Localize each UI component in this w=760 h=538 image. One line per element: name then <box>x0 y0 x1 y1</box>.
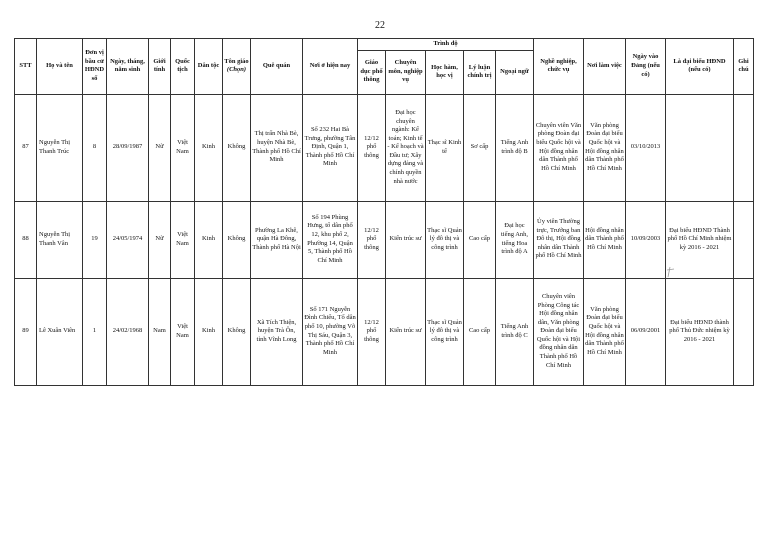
cell-religion: Không <box>223 278 251 385</box>
pen-mark <box>664 265 678 279</box>
col-council: Là đại biểu HĐND (nếu có) <box>666 39 734 95</box>
col-gender: Giới tính <box>149 39 171 95</box>
cell-degree: Thạc sĩ Quản lý đô thị và công trình <box>426 278 464 385</box>
cell-general-edu: 12/12 phổ thông <box>358 94 386 201</box>
cell-gender: Nữ <box>149 201 171 278</box>
col-name: Họ và tên <box>37 39 83 95</box>
cell-council <box>666 94 734 201</box>
cell-stt: 87 <box>15 94 37 201</box>
col-group-education: Trình độ <box>358 39 534 51</box>
cell-party-date: 03/10/2013 <box>626 94 666 201</box>
cell-religion: Không <box>223 94 251 201</box>
cell-specialty: Đại học chuyên ngành: Kế toán; Kinh tế - Kế hoạch và Đầu tư; Xây dựng đảng và chính quyền nhà nước <box>386 94 426 201</box>
cell-politics: Cao cấp <box>464 278 496 385</box>
cell-politics: Cao cấp <box>464 201 496 278</box>
cell-general-edu: 12/12 phổ thông <box>358 278 386 385</box>
cell-language: Tiếng Anh trình độ C <box>496 278 534 385</box>
cell-religion: Không <box>223 201 251 278</box>
col-language: Ngoại ngữ <box>496 50 534 94</box>
col-specialty: Chuyên môn, nghiệp vụ <box>386 50 426 94</box>
cell-nationality: Việt Nam <box>171 201 195 278</box>
cell-stt: 89 <box>15 278 37 385</box>
cell-language: Tiếng Anh trình độ B <box>496 94 534 201</box>
cell-name: Nguyễn Thị Thanh Trúc <box>37 94 83 201</box>
table-row <box>15 94 754 201</box>
col-ethnicity: Dân tộc <box>195 39 223 95</box>
col-religion-label: Tôn giáo <box>224 57 249 65</box>
cell-ethnicity: Kinh <box>195 201 223 278</box>
col-politics: Lý luận chính trị <box>464 50 496 94</box>
cell-specialty: Kiến trúc sư <box>386 201 426 278</box>
cell-hometown: Xã Tích Thiện, huyện Trà Ôn, tỉnh Vĩnh Long <box>251 278 303 385</box>
col-religion-sub: (Chọn) <box>226 66 247 74</box>
table-header <box>15 39 754 95</box>
cell-politics: Sơ cấp <box>464 94 496 201</box>
cell-hometown: Phường La Khê, quận Hà Đông, Thành phố Hà Nội <box>251 201 303 278</box>
cell-party-date: 10/09/2003 <box>626 201 666 278</box>
cell-dob: 24/02/1968 <box>107 278 149 385</box>
cell-general-edu: 12/12 phổ thông <box>358 201 386 278</box>
col-hometown: Quê quán <box>251 39 303 95</box>
cell-workplace: Hội đồng nhân dân Thành phố Hồ Chí Minh <box>584 201 626 278</box>
cell-degree: Thạc sĩ Kinh tế <box>426 94 464 201</box>
col-stt: STT <box>15 39 37 95</box>
col-religion <box>223 39 251 95</box>
candidate-table <box>14 38 754 386</box>
cell-gender: Nữ <box>149 94 171 201</box>
cell-ethnicity: Kinh <box>195 94 223 201</box>
cell-dob: 28/09/1987 <box>107 94 149 201</box>
cell-dob: 24/05/1974 <box>107 201 149 278</box>
cell-ethnicity: Kinh <box>195 278 223 385</box>
cell-note <box>734 201 754 278</box>
col-residence: Nơi ở hiện nay <box>303 39 358 95</box>
col-party-date: Ngày vào Đảng (nếu có) <box>626 39 666 95</box>
cell-occupation: Ủy viên Thường trực, Trưởng ban Đô thị, Hội đồng nhân dân Thành phố Hồ Chí Minh <box>534 201 584 278</box>
col-nationality: Quốc tịch <box>171 39 195 95</box>
cell-unit: 1 <box>83 278 107 385</box>
cell-residence: Số 171 Nguyễn Đình Chiểu, Tổ dân phố 10, phường Võ Thị Sáu, Quận 3, Thành phố Hồ Chí Minh <box>303 278 358 385</box>
col-dob: Ngày, tháng, năm sinh <box>107 39 149 95</box>
cell-hometown: Thị trấn Nhà Bè, huyện Nhà Bè, Thành phố Hồ Chí Minh <box>251 94 303 201</box>
col-workplace: Nơi làm việc <box>584 39 626 95</box>
cell-unit: 19 <box>83 201 107 278</box>
col-degree: Học hàm, học vị <box>426 50 464 94</box>
cell-name: Lê Xuân Viên <box>37 278 83 385</box>
cell-gender: Nam <box>149 278 171 385</box>
cell-workplace: Văn phòng Đoàn đại biểu Quốc hội và Hội đồng nhân dân Thành phố Hồ Chí Minh <box>584 94 626 201</box>
cell-note <box>734 94 754 201</box>
cell-party-date: 06/09/2001 <box>626 278 666 385</box>
cell-nationality: Việt Nam <box>171 94 195 201</box>
cell-council: Đại biểu HĐND Thành phố Hồ Chí Minh nhiệm kỳ 2016 - 2021 <box>666 201 734 278</box>
col-note: Ghi chú <box>734 39 754 95</box>
cell-residence: Số 194 Phùng Hưng, tổ dân phố 12, khu phố 2, Phường 14, Quận 5, Thành phố Hồ Chí Minh <box>303 201 358 278</box>
col-occupation: Nghề nghiệp, chức vụ <box>534 39 584 95</box>
table-row <box>15 201 754 278</box>
cell-workplace: Văn phòng Đoàn đại biểu Quốc hội và Hội đồng nhân dân Thành phố Hồ Chí Minh <box>584 278 626 385</box>
col-general-edu: Giáo dục phổ thông <box>358 50 386 94</box>
cell-unit: 8 <box>83 94 107 201</box>
cell-name: Nguyễn Thị Thanh Vân <box>37 201 83 278</box>
cell-degree: Thạc sĩ Quản lý đô thị và công trình <box>426 201 464 278</box>
cell-note <box>734 278 754 385</box>
cell-residence: Số 232 Hai Bà Trưng, phường Tân Định, Quận 1, Thành phố Hồ Chí Minh <box>303 94 358 201</box>
col-unit: Đơn vị bầu cử HĐND số <box>83 39 107 95</box>
cell-occupation: Chuyên viên Phòng Công tác Hội đồng nhân dân, Văn phòng Đoàn đại biểu Quốc hội và Hội đồng nhân dân Thành phố Hồ Chí Minh <box>534 278 584 385</box>
cell-specialty: Kiến trúc sư <box>386 278 426 385</box>
cell-occupation: Chuyên viên Văn phòng Đoàn đại biểu Quốc hội và Hội đồng nhân dân Thành phố Hồ Chí Minh <box>534 94 584 201</box>
cell-language: Đại học tiếng Anh, tiếng Hoa trình độ A <box>496 201 534 278</box>
cell-nationality: Việt Nam <box>171 278 195 385</box>
table-row <box>15 278 754 385</box>
cell-stt: 88 <box>15 201 37 278</box>
page-number: 22 <box>375 20 385 31</box>
cell-council: Đại biểu HĐND thành phố Thủ Đức nhiệm kỳ 2016 - 2021 <box>666 278 734 385</box>
